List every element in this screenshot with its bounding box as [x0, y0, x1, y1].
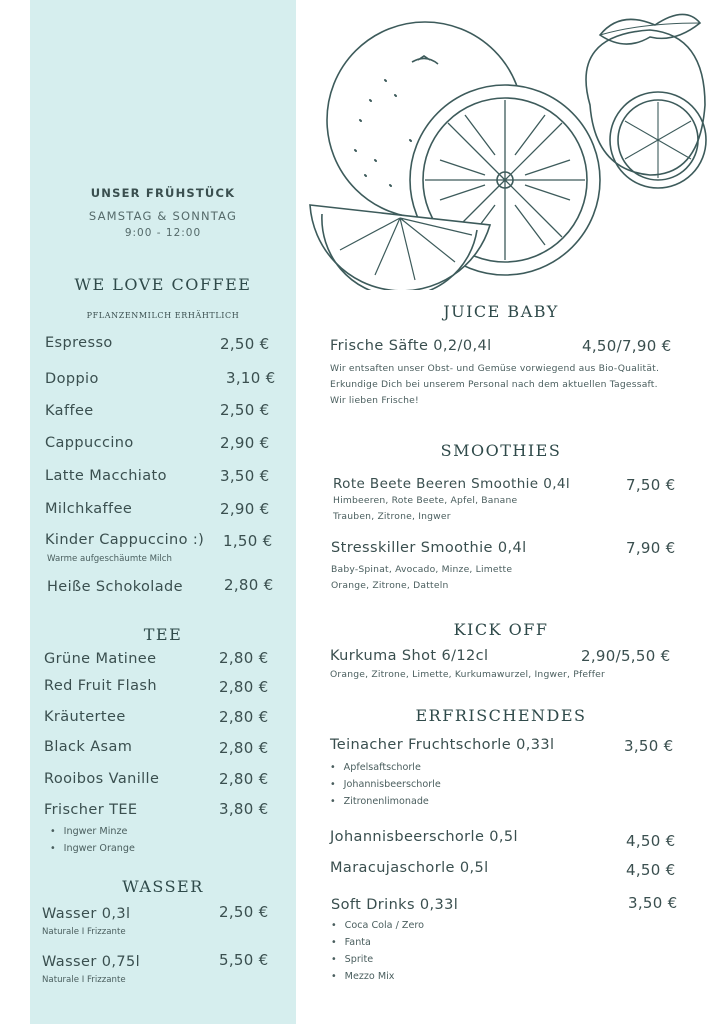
list-item: • Fanta — [331, 934, 424, 951]
coffee-section-title: WE LOVE COFFEE — [74, 275, 252, 294]
smoothie-description — [331, 562, 512, 594]
description-line: Erkundige Dich bei unserem Personal nach dem aktuellen Tagessaft. — [330, 379, 658, 390]
breakfast-hours: 9:00 - 12:00 — [124, 227, 202, 239]
description-line: Wir lieben Frische! — [330, 395, 419, 406]
breakfast-title: UNSER FRÜHSTÜCK — [90, 186, 236, 200]
description-line: Trauben, Zitrone, Ingwer — [333, 511, 451, 522]
wasser-section-title: WASSER — [122, 877, 204, 896]
description-line: Orange, Zitrone, Datteln — [331, 580, 449, 591]
menu-item-price: 2,50 € — [220, 401, 270, 419]
menu-item-price: 2,50 € — [220, 335, 270, 353]
list-item: • Sprite — [331, 951, 424, 968]
menu-item-price: 4,50/7,90 € — [582, 337, 672, 355]
menu-item-name: Rooibos Vanille — [44, 771, 160, 787]
erfrischendes-section-title: ERFRISCHENDES — [415, 706, 587, 725]
menu-item-price: 2,90 € — [220, 434, 270, 452]
menu-item-price: 2,80 € — [219, 739, 269, 757]
citrus-fruits-illustration — [300, 0, 710, 290]
list-item: • Ingwer Orange — [50, 840, 135, 857]
menu-item-name: Espresso — [45, 335, 113, 351]
menu-item-note: Warme aufgeschäumte Milch — [47, 554, 172, 564]
menu-item-price: 5,50 € — [219, 951, 269, 969]
menu-item-note: Naturale I Frizzante — [42, 975, 126, 985]
menu-item-price: 2,80 € — [219, 649, 269, 667]
menu-item-name: Teinacher Fruchtschorle 0,33l — [330, 737, 555, 753]
menu-item-name: Grüne Matinee — [44, 651, 157, 667]
list-item: • Mezzo Mix — [331, 968, 424, 985]
juice-section-title: JUICE BABY — [443, 302, 559, 321]
menu-item-name: Frischer TEE — [44, 802, 138, 818]
menu-item-price: 3,50 € — [220, 467, 270, 485]
menu-item-price: 7,90 € — [626, 539, 676, 557]
menu-item-price: 2,80 € — [219, 770, 269, 788]
menu-item-name: Stresskiller Smoothie 0,4l — [331, 540, 527, 556]
menu-item-price: 1,50 € — [223, 532, 273, 550]
menu-item-price: 2,90/5,50 € — [581, 647, 671, 665]
menu-item-name: Frische Säfte 0,2/0,4l — [330, 338, 492, 354]
smoothies-section-title: SMOOTHIES — [440, 441, 562, 460]
menu-item-name: Rote Beete Beeren Smoothie 0,4l — [333, 476, 571, 492]
menu-item-name: Milchkaffee — [45, 501, 133, 517]
menu-item-name: Kaffee — [45, 403, 94, 419]
menu-item-name: Heiße Schokolade — [47, 579, 183, 595]
softdrinks-options-list — [331, 917, 424, 985]
list-item: • Apfelsaftschorle — [330, 759, 441, 776]
menu-item-name: Doppio — [45, 371, 99, 387]
tea-options-list — [50, 823, 135, 857]
menu-item-price: 2,50 € — [219, 903, 269, 921]
menu-item-price: 2,80 € — [219, 678, 269, 696]
menu-item-name: Wasser 0,3l — [42, 906, 131, 922]
schorle-options-list — [330, 759, 441, 810]
menu-item-price: 2,80 € — [224, 576, 274, 594]
menu-item-name: Kurkuma Shot 6/12cl — [330, 648, 489, 664]
coffee-subtitle: PFLANZENMILCH ERHÄHTLICH — [86, 311, 240, 320]
menu-item-name: Latte Macchiato — [45, 468, 167, 484]
list-item: • Ingwer Minze — [50, 823, 135, 840]
menu-item-price: 3,50 € — [628, 894, 678, 912]
menu-item-price: 3,10 € — [226, 369, 276, 387]
list-item: • Johannisbeerschorle — [330, 776, 441, 793]
menu-item-price: 2,90 € — [220, 500, 270, 518]
menu-item-name: Red Fruit Flash — [44, 678, 157, 694]
menu-item-name: Maracujaschorle 0,5l — [330, 860, 489, 876]
menu-item-name: Cappuccino — [45, 435, 134, 451]
description-line: Baby-Spinat, Avocado, Minze, Limette — [331, 564, 513, 575]
description-line: Wir entsaften unser Obst- und Gemüse vorwiegend aus Bio-Qualität. — [330, 363, 660, 374]
menu-item-price: 4,50 € — [626, 832, 676, 850]
list-item: • Coca Cola / Zero — [331, 917, 424, 934]
menu-item-name: Black Asam — [44, 739, 133, 755]
menu-item-note: Naturale I Frizzante — [42, 927, 126, 937]
menu-item-price: 2,80 € — [219, 708, 269, 726]
menu-item-name: Soft Drinks 0,33l — [331, 897, 459, 913]
menu-item-price: 3,80 € — [219, 800, 269, 818]
juice-description — [330, 361, 659, 409]
menu-item-name: Johannisbeerschorle 0,5l — [330, 829, 518, 845]
menu-item-name: Kinder Cappuccino :) — [45, 532, 205, 548]
kickoff-section-title: KICK OFF — [453, 620, 549, 639]
menu-item-price: 4,50 € — [626, 861, 676, 879]
menu-item-name: Kräutertee — [44, 709, 126, 725]
menu-item-price: 7,50 € — [626, 476, 676, 494]
list-item: • Zitronenlimonade — [330, 793, 441, 810]
description-line: Himbeeren, Rote Beete, Apfel, Banane — [333, 495, 518, 506]
smoothie-description — [333, 493, 517, 525]
breakfast-days: SAMSTAG & SONNTAG — [88, 209, 238, 223]
menu-item-price: 3,50 € — [624, 737, 674, 755]
menu-item-name: Wasser 0,75l — [42, 954, 141, 970]
kickoff-description: Orange, Zitrone, Limette, Kurkumawurzel, Ingwer, Pfeffer — [330, 669, 605, 680]
tee-section-title: TEE — [143, 625, 183, 644]
